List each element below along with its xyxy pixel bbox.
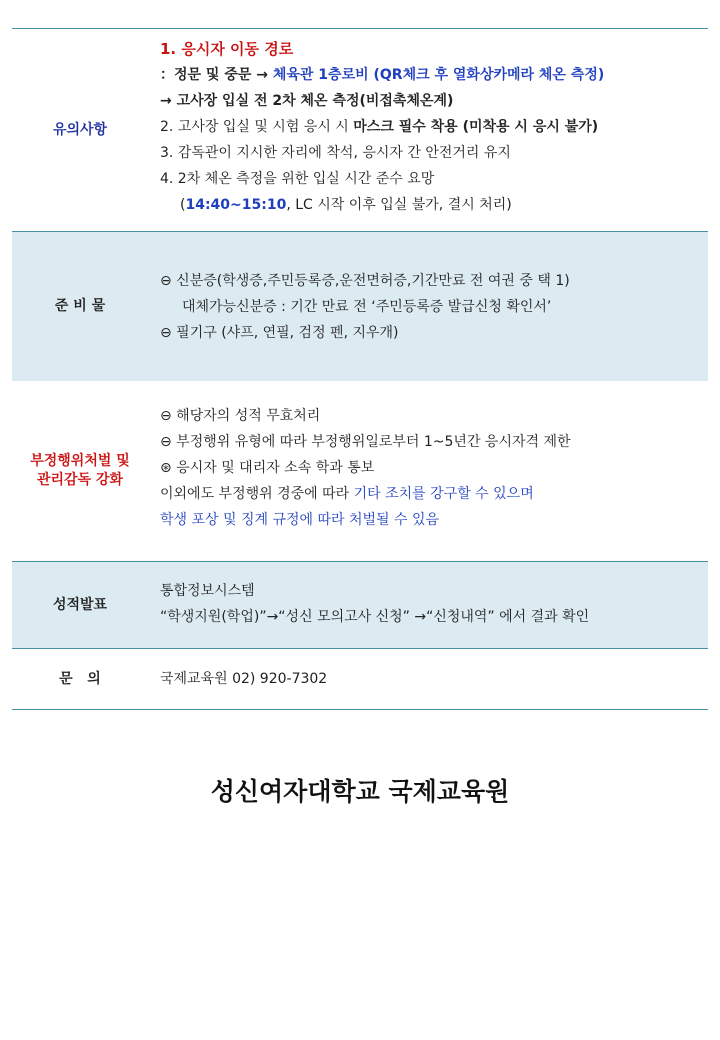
- notes-line-2: [160, 62, 708, 88]
- contact-line-1: 국제교육원 02) 920-7302: [160, 671, 328, 687]
- notes-line-3: → 고사장 입실 전 2차 체온 측정(비접촉체온계): [160, 93, 454, 109]
- notes-line-4-prefix: 2. 고사장 입실 및 시험 응시 시: [160, 119, 354, 135]
- notes-content: [148, 29, 708, 231]
- notes-label: 유의사항: [52, 121, 108, 138]
- notes-line-7-time: 14:40~15:10: [185, 197, 287, 213]
- fraud-row: [12, 381, 708, 561]
- notes-line-2-prefix: ：정문 및 중문 →: [160, 67, 273, 83]
- fraud-line-3: ⊛ 응시자 및 대리자 소속 학과 통보: [160, 460, 375, 476]
- prep-line-1: ⊖ 신분증(학생증,주민등록증,운전면허증,기간만료 전 여권 중 택 1): [160, 273, 570, 289]
- notes-line-7: [160, 192, 708, 218]
- fraud-line-4-prefix: 이외에도 부정행위 경중에 따라: [160, 486, 354, 502]
- notes-line-2-highlight: 체육관 1층로비 (QR체크 후 열화상카메라 체온 측정): [272, 67, 605, 83]
- prep-line-2: 대체가능신분증 : 기간 만료 전 ‘주민등록증 발급신청 확인서’: [182, 299, 552, 315]
- contact-content: [148, 649, 708, 709]
- fraud-label-line-2: 관리감독 강화: [36, 472, 123, 488]
- notes-row: [12, 29, 708, 231]
- result-line-1: 통합정보시스템: [160, 583, 255, 599]
- fraud-line-4: [160, 481, 708, 507]
- prep-row: [12, 231, 708, 381]
- fraud-line-5: 학생 포상 및 징계 규정에 따라 처벌될 수 있음: [160, 512, 440, 528]
- notes-line-1: 1. 응시자 이동 경로: [160, 40, 294, 58]
- fraud-line-2: ⊖ 부정행위 유형에 따라 부정행위일로부터 1~5년간 응시자격 제한: [160, 434, 571, 450]
- prep-content: [148, 232, 708, 381]
- contact-row: [12, 649, 708, 709]
- contact-label-text: 문 의: [59, 670, 101, 687]
- result-line-2: “학생지원(학업)”→“성신 모의고사 신청” →“신청내역” 에서 결과 확인: [160, 609, 590, 625]
- result-content: [148, 562, 708, 648]
- result-row: [12, 561, 708, 649]
- notes-line-4-bold: 마스크 필수 착용 (미착용 시 응시 불가): [353, 119, 599, 135]
- fraud-line-4-highlight: 기타 조치를 강구할 수 있으며: [353, 486, 534, 502]
- notes-line-5: 3. 감독관이 지시한 자리에 착석, 응시자 간 안전거리 유지: [160, 145, 511, 161]
- notes-line-7-open: (: [180, 197, 186, 213]
- contact-label: [12, 649, 148, 709]
- notes-line-7-rest: , LC 시작 이후 입실 불가, 결시 처리): [286, 197, 512, 213]
- notice-table: [12, 28, 708, 710]
- fraud-label-line-1: 부정행위처벌 및: [30, 453, 130, 469]
- notes-line-6: 4. 2차 체온 측정을 위한 입실 시간 준수 요망: [160, 171, 435, 187]
- fraud-label: [12, 381, 148, 561]
- prep-label: 준 비 물: [54, 298, 106, 314]
- result-label: 성적발표: [52, 596, 108, 613]
- prep-line-3: ⊖ 필기구 (샤프, 연필, 검정 펜, 지우개): [160, 325, 399, 341]
- notes-line-4: [160, 114, 708, 140]
- institution-title: 성신여자대학교 국제교육원: [210, 777, 510, 806]
- fraud-content: [148, 381, 708, 561]
- fraud-line-1: ⊖ 해당자의 성적 무효처리: [160, 408, 321, 424]
